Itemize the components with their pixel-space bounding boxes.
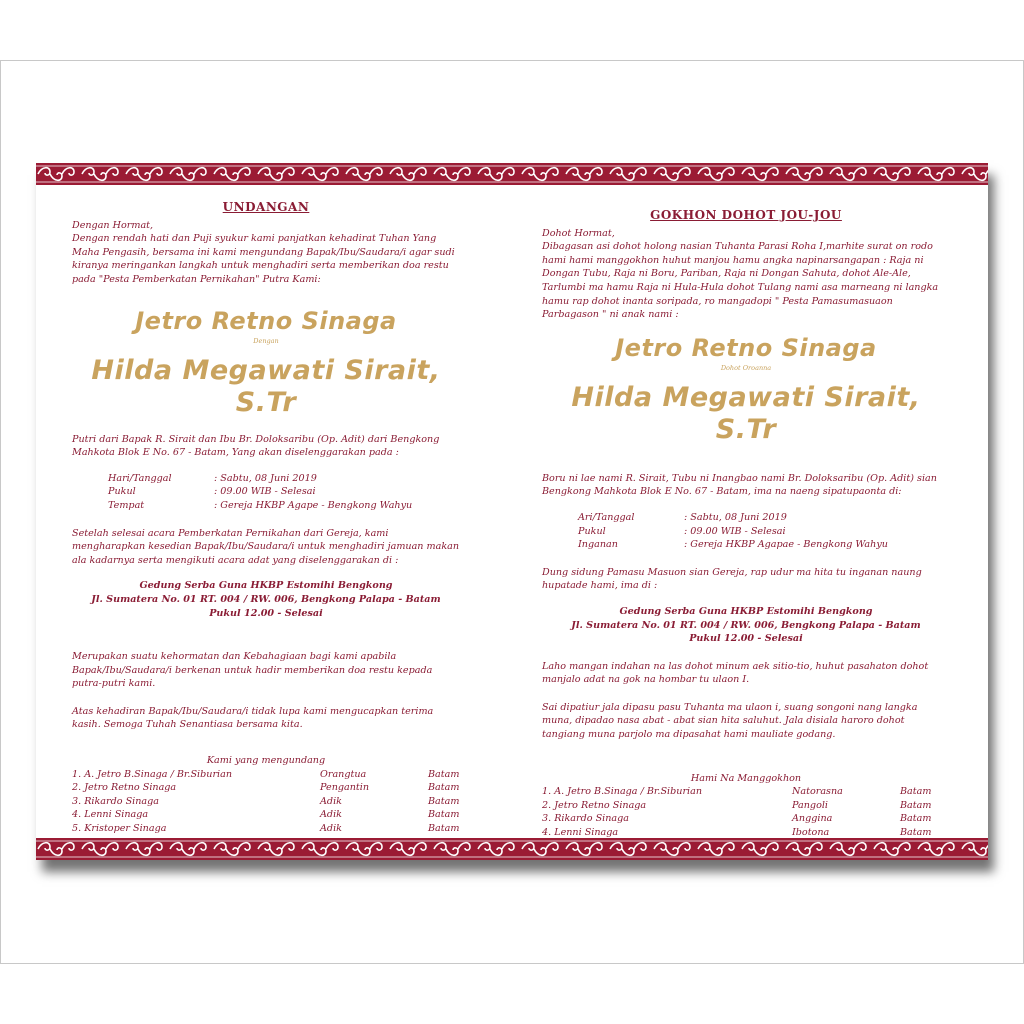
left-venue bbox=[72, 579, 460, 620]
ornament-band-bottom bbox=[36, 838, 988, 860]
right-bride-parents: Boru ni lae nami R. Sirait, Tubu ni Inangbao nami Br. Doloksaribu (Op. Adit) sian Bengkong Mahkota Blok E No. 67 - Batam, ima na naeng sipatupaonta di: bbox=[542, 472, 937, 498]
ornament-band-top bbox=[36, 163, 988, 185]
signer-city: Batam bbox=[900, 799, 932, 811]
detail-row bbox=[108, 472, 460, 486]
right-honor-text: Laho mangan indahan na las dohot minum aek sitio-tio, huhut pasahaton dohot manjalo adat na gok na hombar tu ulaon I. bbox=[542, 660, 929, 686]
signer-city: Batam bbox=[428, 823, 460, 835]
right-column bbox=[542, 201, 950, 853]
detail-row bbox=[578, 511, 950, 525]
left-intro: Dengan rendah hati dan Puji syukur kami panjatkan kehadirat Tuhan Yang Maha Pengasih, bersama ini kami mengundang Bapak/Ibu/Saudara/i agar sudi kiranya meringankan langkah untuk menghadiri serta memberikan doa restu pada "Pesta Pemberkatan Pernikahan" Putra Kami: bbox=[72, 233, 455, 285]
signer-role: Anggina bbox=[792, 813, 833, 825]
left-signers-list bbox=[72, 768, 460, 836]
signer-name: 1. A. Jetro B.Sinaga / Br.Siburian bbox=[72, 768, 232, 780]
venue-line: Gedung Serba Guna HKBP Estomihi Bengkong bbox=[619, 605, 873, 617]
right-greeting: Dohot Hormat, bbox=[542, 227, 615, 239]
left-event-details bbox=[108, 472, 460, 513]
signer-role: Adik bbox=[320, 795, 342, 807]
signer-role: Pangoli bbox=[792, 799, 828, 811]
detail-row bbox=[108, 499, 460, 513]
signer-city: Batam bbox=[900, 813, 932, 825]
left-honor-text: Merupakan suatu kehormatan dan Kebahagiaan bagi kami apabila Bapak/Ibu/Saudara/i berkenan untuk hadir memberikan doa restu kepada putra-putri kami. bbox=[72, 651, 433, 690]
detail-value: : Sabtu, 08 Juni 2019 bbox=[684, 511, 787, 523]
venue-line: Pukul 12.00 - Selesai bbox=[209, 607, 323, 619]
right-event-details bbox=[578, 511, 950, 552]
detail-row bbox=[108, 485, 460, 499]
signer-row bbox=[542, 812, 950, 826]
venue-line: Gedung Serba Guna HKBP Estomihi Bengkong bbox=[139, 580, 393, 592]
left-greeting: Dengan Hormat, bbox=[72, 219, 154, 231]
signer-row bbox=[542, 799, 950, 813]
signer-row bbox=[542, 785, 950, 799]
venue-line: Pukul 12.00 - Selesai bbox=[689, 633, 803, 645]
venue-line: Jl. Sumatera No. 01 RT. 004 / RW. 006, Bengkong Palapa - Batam bbox=[91, 593, 441, 605]
signer-city: Batam bbox=[428, 782, 460, 794]
detail-key: Hari/Tanggal bbox=[108, 472, 172, 484]
signer-role: Ibotona bbox=[792, 827, 830, 839]
right-venue bbox=[542, 605, 950, 646]
right-intro: Dibagasan asi dohot holong nasian Tuhanta Parasi Roha I,marhite surat on rodo hami hami manggokhon huhut manjou hamu angka napinarsangapan : Raja ni Dongan Tubu, Raja ni Boru, Pariban, Raja ni Dongan Sahuta, dohot Ale-Ale, Tarlumbi ma hamu Raja ni Hula-Hula dohot Tulang nami asa marneang ni langka hamu rap dohot inanta soripada, ro mangadopi " Pesta Pamasumasuaon Parbagason " ni anak nami : bbox=[542, 241, 939, 321]
left-conjunction: Dengan bbox=[253, 336, 279, 345]
signer-row bbox=[72, 795, 460, 809]
signer-name: 3. Rikardo Sinaga bbox=[542, 813, 629, 825]
right-bride-name: Hilda Megawati Sirait, S.Tr bbox=[571, 381, 921, 445]
signer-city: Batam bbox=[428, 795, 460, 807]
signer-city: Batam bbox=[428, 809, 460, 821]
detail-key: Tempat bbox=[108, 499, 145, 511]
right-sign-title: Hami Na Manggokhon bbox=[690, 772, 802, 784]
left-thanks-text: Atas kehadiran Bapak/Ibu/Saudara/i tidak lupa kami mengucapkan terima kasih. Semoga Tuhah Senantiasa bersama kita. bbox=[72, 705, 434, 731]
signer-role: Adik bbox=[320, 809, 342, 821]
detail-value: : Sabtu, 08 Juni 2019 bbox=[214, 472, 317, 484]
signer-name: 3. Rikardo Sinaga bbox=[72, 795, 159, 807]
signer-role: Adik bbox=[320, 823, 342, 835]
detail-key: Ari/Tanggal bbox=[578, 511, 635, 523]
signer-row bbox=[72, 808, 460, 822]
right-heading: GOKHON DOHOT JOU-JOU bbox=[650, 208, 842, 222]
venue-line: Jl. Sumatera No. 01 RT. 004 / RW. 006, Bengkong Palapa - Batam bbox=[571, 619, 921, 631]
detail-value: : Gereja HKBP Agapae - Bengkong Wahyu bbox=[684, 539, 888, 551]
detail-row bbox=[578, 538, 950, 552]
signer-row bbox=[72, 768, 460, 782]
signer-row bbox=[72, 822, 460, 836]
signer-city: Batam bbox=[900, 827, 932, 839]
signer-name: 5. Kristoper Sinaga bbox=[72, 823, 167, 835]
signer-name: 2. Jetro Retno Sinaga bbox=[542, 799, 647, 811]
detail-key: Pukul bbox=[578, 525, 606, 537]
detail-value: : 09.00 WIB - Selesai bbox=[214, 486, 316, 498]
signer-name: 2. Jetro Retno Sinaga bbox=[72, 782, 177, 794]
signer-name: 4. Lenni Sinaga bbox=[72, 809, 149, 821]
left-after-text: Setelah selesai acara Pemberkatan Pernikahan dari Gereja, kami mengharapkan kesedian Bapak/Ibu/Saudara/i untuk menghadiri jamuan makan ala kadarnya serta mengikuti acara adat yang diselenggarakan di : bbox=[72, 527, 460, 566]
signer-role: Orangtua bbox=[320, 768, 367, 780]
signer-name: 1. A. Jetro B.Sinaga / Br.Siburian bbox=[542, 786, 702, 798]
detail-row bbox=[578, 525, 950, 539]
detail-key: Pukul bbox=[108, 486, 136, 498]
signer-city: Batam bbox=[900, 786, 932, 798]
left-sign-title: Kami yang mengundang bbox=[206, 755, 326, 767]
right-after-text: Dung sidung Pamasu Masuon sian Gereja, rap udur ma hita tu inganan naung hupatade hami, ima di : bbox=[542, 566, 922, 592]
right-thanks-text: Sai dipatiur jala dipasu pasu Tuhanta ma ulaon i, suang songoni nang langka muna, dipadao nasa abat - abat sian hita saluhut. Jala disiala haroro dohot tangiang muna parjolo ma dipasahat hami mauliate godang. bbox=[542, 701, 918, 741]
signer-name: 4. Lenni Sinaga bbox=[542, 827, 619, 839]
left-bride-name: Hilda Megawati Sirait, S.Tr bbox=[91, 354, 441, 418]
signer-city: Batam bbox=[428, 768, 460, 780]
left-heading: UNDANGAN bbox=[222, 200, 310, 214]
detail-value: : Gereja HKBP Agape - Bengkong Wahyu bbox=[214, 499, 413, 511]
detail-key: Inganan bbox=[578, 539, 618, 551]
left-groom-name: Jetro Retno Sinaga bbox=[135, 306, 397, 335]
left-bride-parents: Putri dari Bapak R. Sirait dan Ibu Br. Doloksaribu (Op. Adit) dari Bengkong Mahkota Blok E No. 67 - Batam, Yang akan diselenggarakan pada : bbox=[72, 433, 440, 459]
right-groom-name: Jetro Retno Sinaga bbox=[615, 333, 877, 362]
signer-row bbox=[72, 781, 460, 795]
signer-role: Pengantin bbox=[320, 782, 370, 794]
right-conjunction: Dohot Oroanna bbox=[720, 363, 772, 372]
detail-value: : 09.00 WIB - Selesai bbox=[684, 525, 786, 537]
invitation-card bbox=[36, 163, 988, 860]
signer-role: Natorasna bbox=[792, 786, 843, 798]
left-column bbox=[72, 201, 460, 836]
